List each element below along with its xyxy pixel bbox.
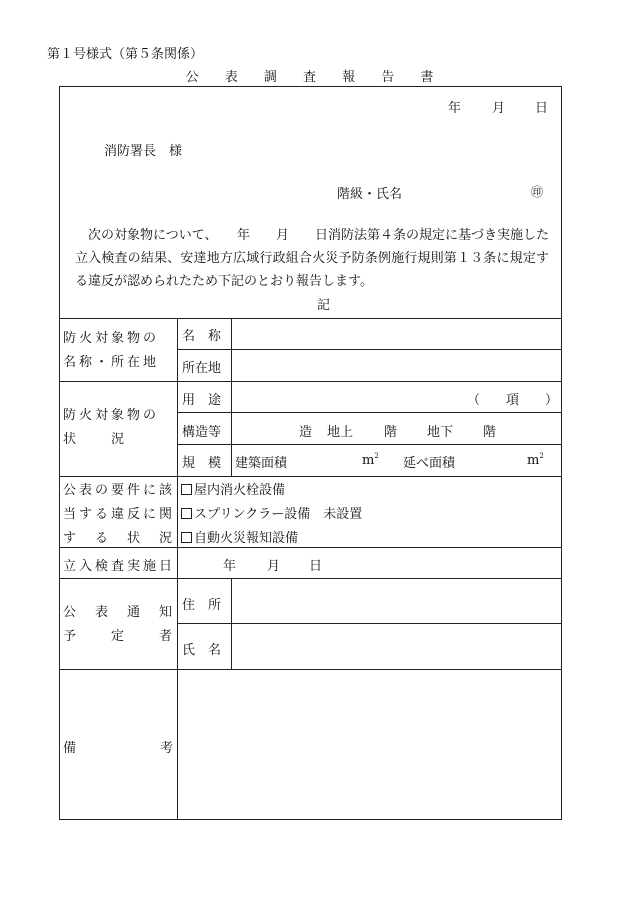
use-label: 用 途: [182, 393, 222, 408]
checkbox[interactable]: [181, 508, 192, 519]
document-title: 公 表 調 査 報 告 書: [185, 70, 445, 85]
checkbox[interactable]: [181, 532, 192, 543]
body-paragraph: 次の対象物について、 年 月 日消防法第４条の規定に基づき実施した立入検査の結果、安達地方広域行政組合火災予防条例施行規則第１３条に規定する違反が認められたため下記のとおり報告します。: [75, 228, 549, 289]
location-label: 所在地: [182, 361, 222, 376]
name-location-header: 防火対象物の 名称・所在地: [63, 331, 160, 370]
grid-line: [59, 318, 562, 319]
violation-items: [181, 479, 362, 551]
grid-line: [177, 349, 562, 350]
total-floor-area-label: 延べ面積: [403, 456, 456, 471]
name-label: 名 称: [182, 329, 222, 344]
grid-line: [177, 412, 562, 413]
report-form-frame: [59, 86, 562, 820]
addressee: 消防署長 様: [104, 144, 183, 159]
grid-line: [59, 381, 562, 382]
remarks-label-right: 考: [160, 741, 174, 756]
building-area-label: 建築面積: [235, 456, 288, 471]
area-unit-2: $m^2$: [527, 452, 544, 468]
date-month: 月: [492, 101, 506, 116]
use-item-number: （ 項 ）: [467, 393, 559, 408]
area-unit-1: $m^2$: [362, 452, 379, 468]
grid-line: [231, 578, 232, 669]
ki-label: 記: [317, 298, 331, 313]
inspection-day: 日: [309, 559, 323, 574]
structure-floors-2: 階: [483, 425, 497, 440]
structure-above-ground: 地上: [327, 425, 354, 440]
signer-label: 階級・氏名: [337, 187, 403, 202]
inspection-month: 月: [267, 559, 281, 574]
violation-header: 公表の要件に該 当する違反に関 す る 状 況: [63, 483, 176, 546]
grid-line: [59, 669, 562, 670]
scale-label: 規 模: [182, 456, 222, 471]
recipient-name-label: 氏 名: [182, 643, 222, 658]
grid-line: [177, 623, 562, 624]
form-id: 第１号様式（第５条関係）: [47, 47, 204, 62]
grid-line: [59, 578, 562, 579]
structure-below-ground: 地下: [427, 425, 454, 440]
structure-label: 構造等: [182, 425, 222, 440]
status-header: 防火対象物の 状 況: [63, 408, 160, 447]
date-year: 年: [448, 101, 462, 116]
violation-item[interactable]: 屋内消火栓設備: [181, 479, 362, 503]
grid-line: [231, 318, 232, 381]
grid-line: [59, 476, 562, 477]
inspection-year: 年: [223, 559, 237, 574]
address-label: 住 所: [182, 598, 222, 613]
violation-item[interactable]: スプリンクラー設備 未設置: [181, 503, 362, 527]
structure-floors-1: 階: [384, 425, 398, 440]
notice-header: 公 表 通 知 予 定 者: [63, 605, 176, 644]
date-day: 日: [535, 101, 549, 116]
structure-construction: 造: [299, 425, 313, 440]
grid-line: [231, 381, 232, 476]
seal-mark: ㊞: [531, 185, 544, 199]
checkbox[interactable]: [181, 484, 192, 495]
violation-item[interactable]: 自動火災報知設備: [181, 527, 362, 551]
inspection-date-header: 立入検査実施日: [63, 559, 176, 574]
remarks-label-left: 備: [63, 741, 77, 756]
grid-line: [177, 318, 178, 820]
grid-line: [177, 444, 562, 445]
